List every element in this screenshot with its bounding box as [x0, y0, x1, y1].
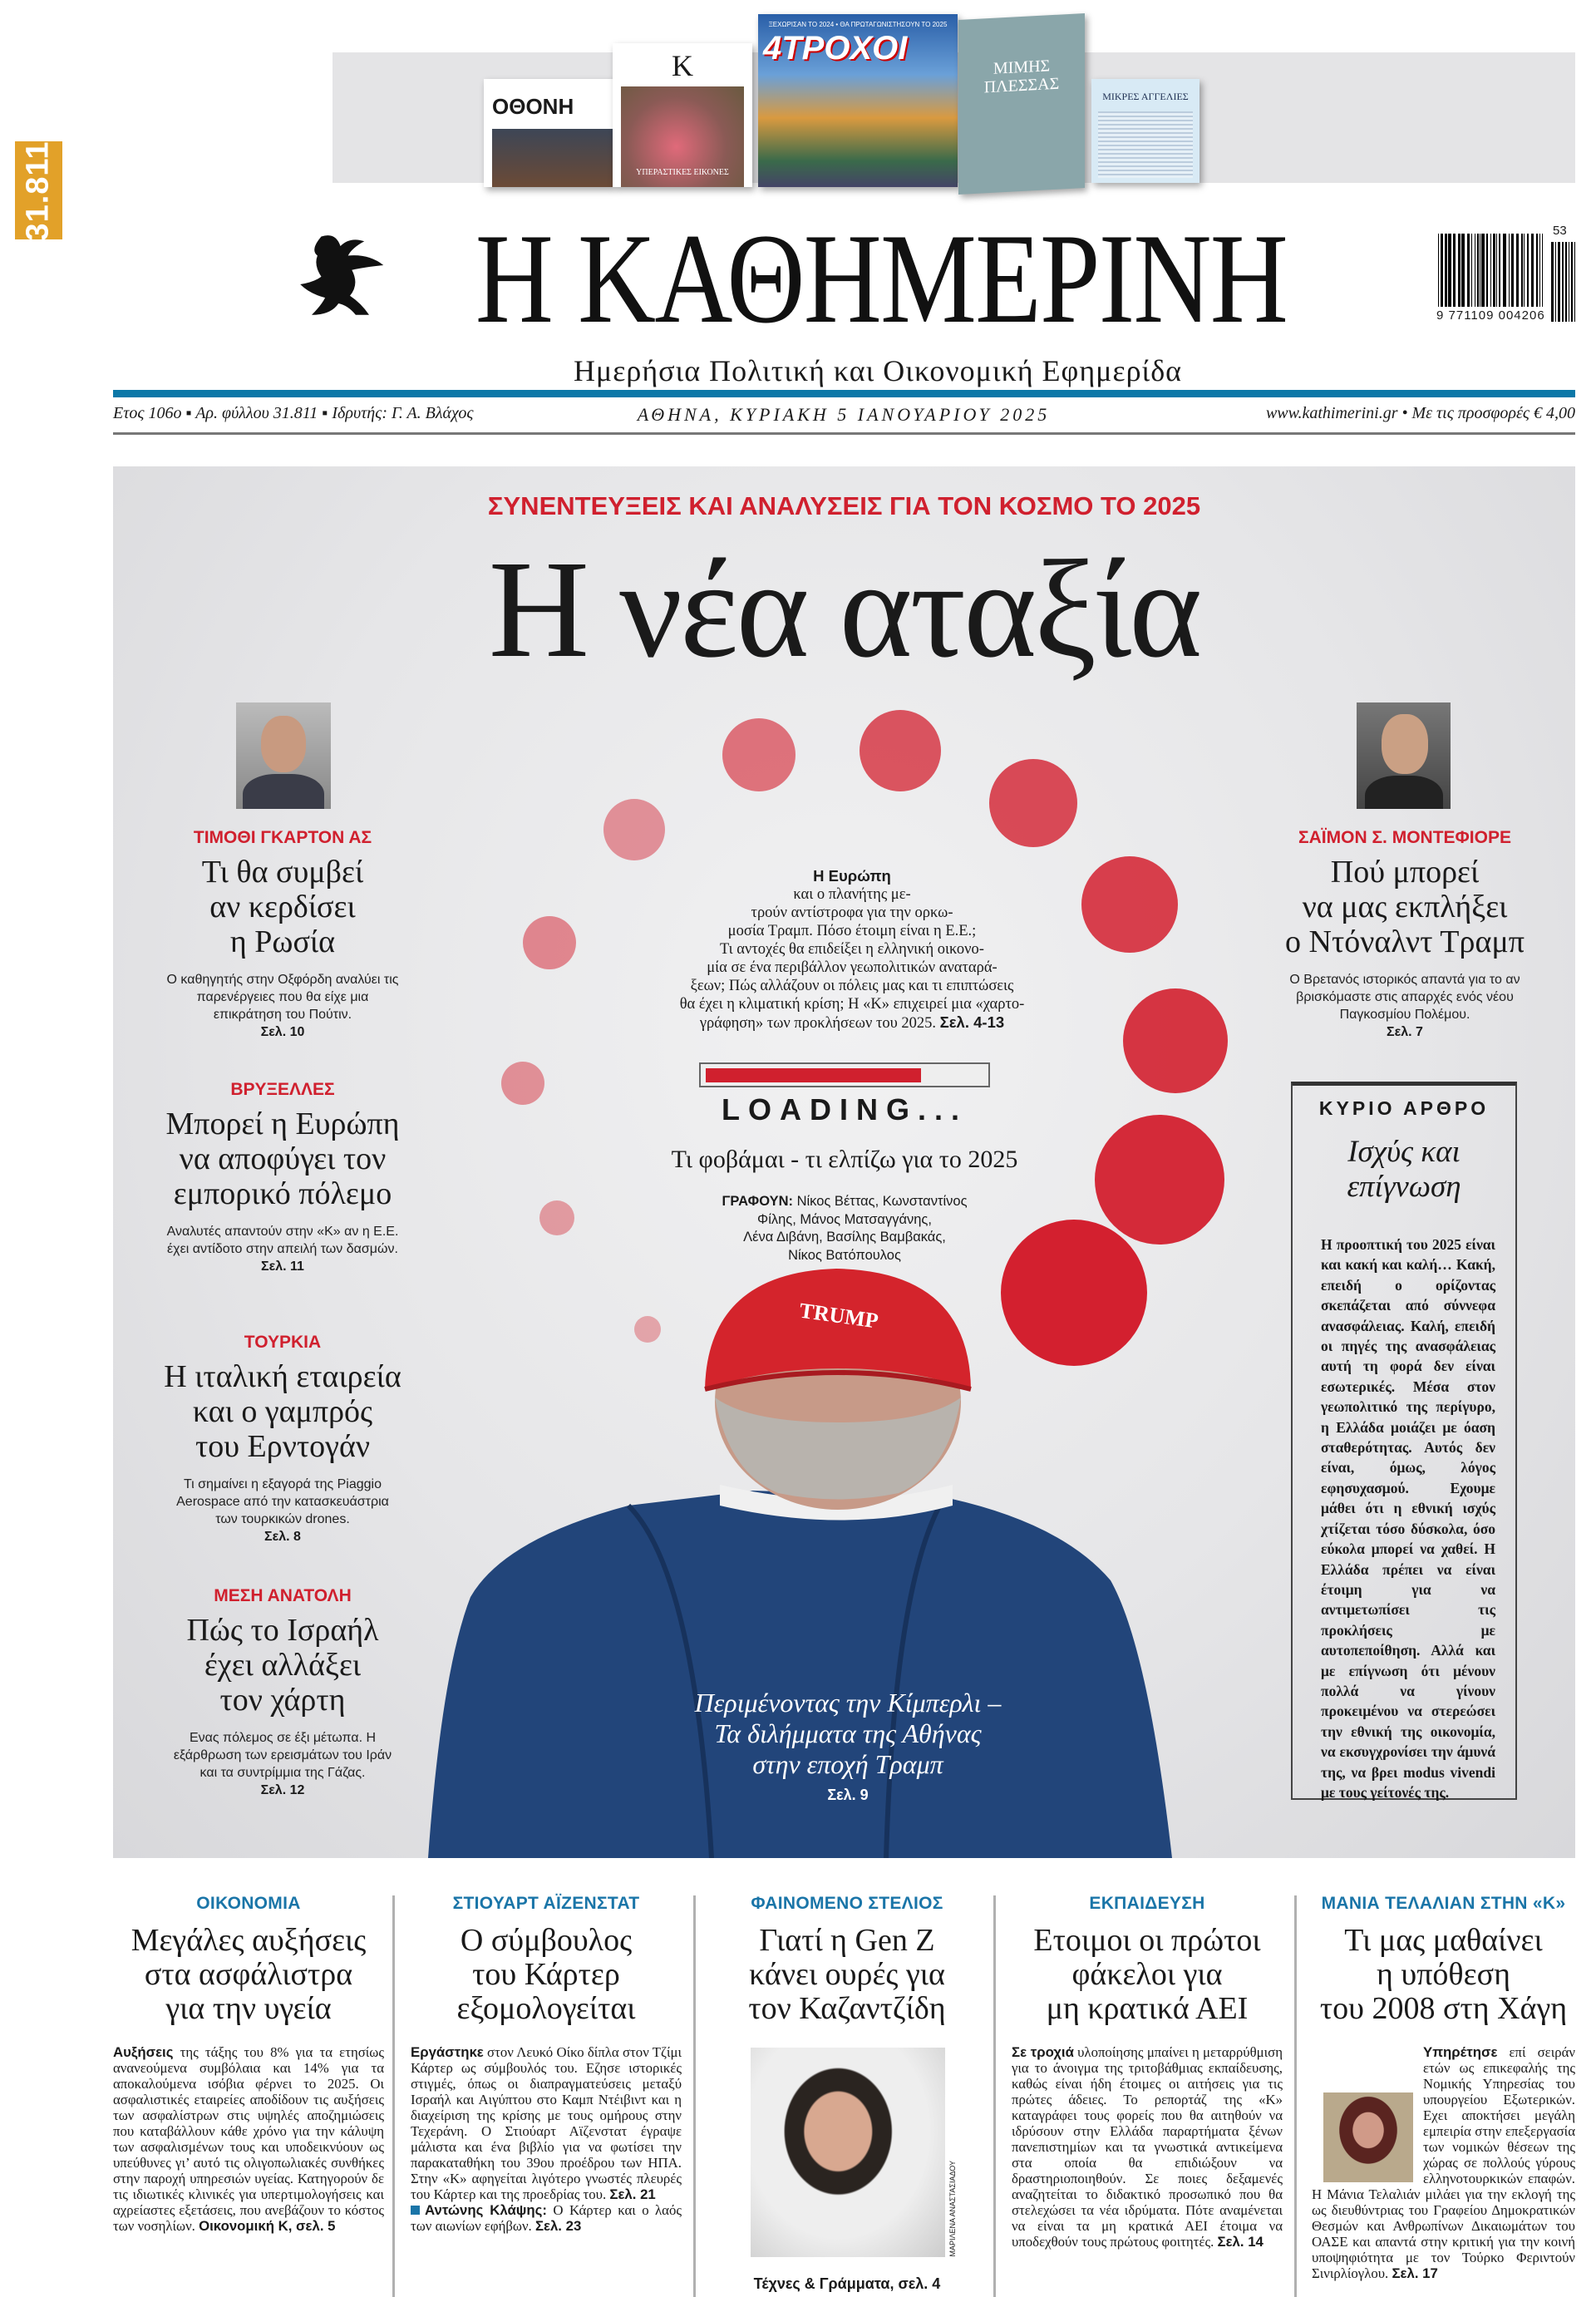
supplement-othoni-title: ΟΘΟΝΗ — [492, 94, 574, 119]
issue-number-badge — [15, 141, 62, 239]
supplement-k[interactable] — [613, 43, 752, 187]
caption-line: Περιμένοντας την Κίμπερλι – — [694, 1688, 1002, 1718]
title-line: Ισχύς και — [1347, 1135, 1461, 1169]
barcode-bar — [1486, 234, 1488, 307]
hero-headline: Η νέα αταξία — [488, 532, 1200, 687]
side-story[interactable] — [145, 1080, 420, 1275]
story-blurb: Ο καθηγητής στην Οξφόρδη αναλύει τις παρενέργειες που θα είχε μια επικράτηση του Πούτιν. — [166, 973, 399, 1022]
headline-line: εμπορικό πόλεμο — [173, 1176, 392, 1211]
bottom-story[interactable] — [712, 1894, 983, 2297]
newspaper-subtitle: Ημερήσια Πολιτική και Οικονομική Εφημερίδα — [573, 354, 1183, 387]
intro-line: τρούν αντίστροφα για την ορκω- — [751, 905, 953, 921]
headline-line: Ετοιμοι οι πρώτοι — [1033, 1923, 1261, 1958]
story-text: υλοποίησης μπαίνει η μεταρρύθμιση για το άνοιγμα της τριτοβάθμιας εκπαίδευσης, καθώς είναι ήδη έτοιμες οι αιτήσεις για τις πρώτες άδειες. Το ρεπορτάζ της «Κ» καταγράφει τους φορείς που θα αιτηθούν να ιδρύσουν στην Ελλάδα παραρτήματα ξένων πανεπιστημίων και τα γνωστικά αντικείμενα στα οποία θα επιδιώξουν να δραστηριοποιηθούν. Σε ποιες δεξαμενές αναζητείται το διδακτικό προσωπικό που θα στελεχώσει τα νέα ιδρύματα. Πότε αναμένεται να είναι τα μη κρατικά ΑΕΙ έτοιμα να υποδεχθούν τους πρώτους φοιτητές. — [1012, 2044, 1283, 2250]
loading-dot — [634, 1316, 661, 1343]
story-headline — [145, 1107, 420, 1211]
loading-dot — [603, 799, 665, 860]
barcode-bar — [1477, 234, 1479, 307]
headline-line: Τι θα συμβεί — [201, 855, 364, 890]
story-page-ref: Σελ. 8 — [264, 1530, 301, 1544]
barcode-bar — [1503, 234, 1506, 307]
story-headline — [712, 1924, 983, 2026]
kazantzidis-photo — [751, 2048, 957, 2257]
bottom-story[interactable] — [411, 1894, 682, 2297]
headline-line: κάνει ουρές για — [749, 1957, 945, 1992]
story-lead: Αυξήσεις — [113, 2044, 174, 2060]
story-text: επί σειράν ετών ως επικεφαλής της Νομικής Υπηρεσίας του υπουργείου Εξωτερικών. Εχει αποκτήσει μεγάλη εμπειρία στην επεξεργασία των νομικών θέσεων της χώρας σε πολλούς γύρους ελληνοτουρκικών επαφών. Η Μάνια Τελαλιάν μιλάει για την εκλογή της ως διευθύντριας του Γραφείου Δημοκρατικών Θεσμών και Ανθρωπίνων Δικαιωμάτων του ΟΑΣΕ και απαντά στην κριτική για την κοινή υποψηφιότητα με τον Τούρκο Φεριντούν Σινιρλίογλου. — [1312, 2044, 1575, 2281]
intro-line: μοσία Τραμπ. Πόσο έτοιμη είναι η Ε.Ε.; — [727, 923, 977, 939]
barcode — [1436, 224, 1578, 327]
story-headline — [145, 1359, 420, 1464]
supplement-othoni[interactable] — [484, 79, 613, 187]
story-kicker: ΜΑΝΙΑ ΤΕΛΑΛΙΑΝ ΣΤΗΝ «Κ» — [1321, 1894, 1566, 1913]
barcode-bar — [1558, 242, 1560, 322]
caption-line: Τα διλήμματα της Αθήνας — [714, 1718, 982, 1748]
headline-line: μη κρατικά ΑΕΙ — [1046, 1991, 1249, 2026]
headline-line: η υπόθεση — [1377, 1957, 1510, 1992]
loading-dot — [989, 759, 1077, 847]
barcode-bar — [1493, 234, 1495, 307]
header-bottom-rule — [113, 432, 1575, 435]
story-page-ref: Σελ. 14 — [1217, 2234, 1264, 2250]
story-kicker: ΣΤΙΟΥΑΡΤ ΑΪΖΕΝΣΤΑΤ — [452, 1894, 640, 1913]
montefiore-photo — [1357, 702, 1451, 809]
supplement-k-title: K — [672, 49, 693, 82]
loading-dots — [501, 710, 1228, 1366]
writers-line: Φίλης, Μάνος Ματσαγγάνης, — [757, 1211, 932, 1227]
side-story[interactable] — [145, 1333, 420, 1545]
headline-line: αν κερδίσει — [209, 890, 356, 924]
classifieds-title: ΜΙΚΡΕΣ ΑΓΓΕΛΙΕΣ — [1102, 91, 1189, 102]
griffin-logo-icon — [293, 227, 388, 323]
headline-line: του Ερντογάν — [195, 1429, 371, 1464]
headline-line: και ο γαμπρός — [192, 1394, 373, 1429]
barcode-bar — [1458, 234, 1461, 307]
hero-subhead: Τι φοβάμαι - τι ελπίζω για το 2025 — [671, 1146, 1018, 1173]
story-kicker: ΤΟΥΡΚΙΑ — [244, 1333, 322, 1352]
intro-line — [615, 1013, 1089, 1033]
supplement-book-plessas[interactable] — [958, 13, 1085, 195]
k-cover-image — [621, 86, 744, 187]
barcode-bar — [1481, 234, 1485, 307]
barcode-bar — [1461, 234, 1465, 307]
loading-progress-fill — [706, 1068, 921, 1082]
story-page-ref: Σελ. 7 — [1387, 1025, 1423, 1039]
column-divider — [993, 1895, 996, 2297]
barcode-bar — [1438, 234, 1439, 307]
intro-line: Τι αντοχές θα επιδείξει η ελληνική οικονο- — [720, 941, 984, 958]
related-story[interactable] — [411, 2202, 682, 2234]
loading-progress-bar — [699, 1062, 990, 1087]
story-text: της τάξης του 8% για τα ετησίως ανανεούμενα συμβόλαια και 14% για τα αποκαλούμενα ισόβια φέρνει το 2025. Οι ασφαλιστικές εταιρείες αποδίδουν τις αυξήσεις των ασφαλίστρων στις υψηλές αποζημιώσεις που καταβάλλουν κάθε χρόνο για την κάλυψη των ασφαλισμένων τους και υποδεικνύουν ως υπεύθυνες γι’ αυτό τις ολιγοπωλιακές συνθήκες στην παροχή υπηρεσιών υγείας. Κατηγορούν δε τις ιδιωτικές κλινικές για υπερτιμολογήσεις και αχρείαστες εξετάσεις, που ανεβάζουν το κόστος των νοσηλίων. — [113, 2044, 384, 2234]
barcode-bar — [1445, 234, 1447, 307]
headline-line: Μπορεί η Ευρώπη — [165, 1107, 400, 1141]
headline-line: του Κάρτερ — [472, 1957, 620, 1992]
story-page-ref: Σελ. 10 — [260, 1025, 305, 1039]
writers-line: Λένα Διβάνη, Βασίλης Βαμβακάς, — [743, 1230, 946, 1245]
barcode-bar — [1531, 234, 1534, 307]
barcode-bar — [1471, 234, 1472, 307]
story-kicker: ΕΚΠΑΙΔΕΥΣΗ — [1089, 1894, 1205, 1913]
garton-ash-photo — [236, 702, 331, 809]
loading-dot — [722, 718, 796, 791]
photo-credit: ΜΑΡΙΛΕΝΑ ΑΝΑΣΤΑΣΙΑΔΟΥ — [948, 2161, 957, 2257]
intro-line: ξεων; Πώς αλλάζουν οι πόλεις μας και τι επιπτώσεις — [690, 978, 1014, 994]
story-headline — [1268, 855, 1542, 959]
loading-label: LOADING... — [722, 1092, 968, 1126]
story-blurb: Τι σημαίνει η εξαγορά της Piaggio Aerospace από την κατασκευάστρια των τουρκικών drones. — [176, 1477, 389, 1526]
headline-line: Η ιταλική εταιρεία — [164, 1359, 401, 1394]
story-headline — [1012, 1924, 1283, 2026]
writers-line: Νίκος Βέττας, Κωνσταντίνος — [796, 1194, 968, 1209]
headline-line: φάκελοι για — [1071, 1957, 1223, 1992]
title-line: επίγνωση — [1347, 1170, 1461, 1204]
barcode-bar — [1467, 234, 1470, 307]
barcode-bar — [1509, 234, 1510, 307]
book-title: ΜΙΜΗΣ ΠΛΕΣΣΑΣ — [983, 57, 1060, 97]
supplement-4trochoi[interactable] — [758, 14, 958, 187]
story-kicker: ΦΑΙΝΟΜΕΝΟ ΣΤΕΛΙΟΣ — [751, 1894, 943, 1913]
story-body — [1312, 2044, 1575, 2281]
barcode-addon: 53 — [1553, 224, 1567, 238]
othoni-cover-image — [492, 129, 613, 187]
story-page-ref: Σελ. 21 — [609, 2186, 656, 2202]
supplement-classifieds[interactable] — [1091, 79, 1199, 183]
related-lead: Αντώνης Κλάψης: — [425, 2202, 547, 2218]
barcode-bar — [1453, 234, 1456, 307]
barcode-bar — [1574, 242, 1575, 322]
intro-page-ref: Σελ. 4-13 — [939, 1013, 1005, 1031]
headline-line: εξομολογείται — [456, 1991, 636, 2026]
writers — [637, 1193, 1052, 1264]
loading-dot — [1123, 988, 1228, 1093]
barcode-bar — [1516, 234, 1519, 307]
caption-line: στην εποχή Τραμπ — [752, 1749, 943, 1779]
story-body — [1012, 2044, 1283, 2250]
cap-text: TRUMP — [797, 1298, 880, 1333]
headline-line: του 2008 στη Χάγη — [1319, 1991, 1568, 2026]
editorial-label: ΚΥΡΙΟ ΑΡΘΡΟ — [1318, 1097, 1490, 1119]
barcode-bar — [1551, 242, 1554, 322]
writers-line: Νίκος Βατόπουλος — [788, 1247, 901, 1263]
barcode-bar — [1490, 234, 1491, 307]
story-lead: Σε τροχιά — [1012, 2044, 1074, 2060]
intro-line: και ο πλανήτης με- — [793, 886, 911, 903]
square-bullet-icon — [411, 2206, 420, 2215]
barcode-bar — [1511, 234, 1514, 307]
barcode-bar — [1536, 234, 1538, 307]
editorial-body: Η προοπτική του 2025 είναι και κακή και καλή… Κακή, επειδή ο ορίζοντας σκεπάζεται από σύννεφα ανασφάλειας. Καλή, επειδή οι πηγές της ανασφάλειας αυτή τη φορά δεν είναι εσωτερικές. Μέσα στον γεωπολιτικό της περίγυρο, η Ελλάδα μοιάζει με όαση σταθερότητας. Αυτός δεν είναι, όμως, λόγος εφησυχασμού. Εχουμε μάθει ότι η εθνική ισχύς χτίζεται τόσο δύσκολα, όσο εύκολα μπορεί να χαθεί. Η Ελλάδα πρέπει να είναι έτοιμη για να αντιμετωπίσει τις προκλήσεις με αυτοπεποίθηση. Αλλά και με επίγνωση ότι μένουν πολλά να γίνουν προκειμένου να στερεώσει την εθνική της οικονομία, να εκσυγχρονίσει την άμυνά της, να βρει modus vivendi με τους γείτονές της. — [1321, 1236, 1495, 1801]
headline-line: στα ασφάλιστρα — [144, 1957, 353, 1992]
intro-line: μία σε ένα περιβάλλον γεωπολιτικών αναταρά- — [707, 959, 998, 976]
website-price: www.kathimerini.gr • Με τις προσφορές € 4,00 — [1265, 404, 1575, 422]
writers-label: ΓΡΑΦΟΥΝ: — [722, 1194, 793, 1209]
hero-kicker: ΣΥΝΕΝΤΕΥΞΕΙΣ ΚΑΙ ΑΝΑΛΥΣΕΙΣ ΓΙΑ ΤΟΝ ΚΟΣΜΟ ΤΟ 2025 — [487, 491, 1201, 520]
barcode-bar — [1448, 234, 1451, 307]
photo-caption[interactable] — [632, 1688, 1064, 1804]
story-headline — [145, 855, 420, 959]
barcode-bar — [1521, 234, 1523, 307]
story-headline — [145, 1613, 420, 1718]
story-page-ref: Σελ. 17 — [1392, 2265, 1438, 2281]
barcode-bar — [1571, 242, 1573, 322]
column-divider — [693, 1895, 696, 2297]
headline-line: ο Ντόναλντ Τραμπ — [1285, 924, 1525, 959]
telalian-photo — [1323, 2092, 1413, 2182]
classifieds-text-lines — [1098, 111, 1193, 178]
story-blurb: Ο Βρετανός ιστορικός απαντά για το αν βρισκόμαστε στις απαρχές ενός νέου Παγκοσμίου Πολέμου. — [1289, 973, 1520, 1022]
story-blurb: Αναλυτές απαντούν στην «Κ» αν η Ε.Ε. έχει αντίδοτο στην απειλή των δασμών. — [166, 1225, 399, 1256]
barcode-bar — [1499, 234, 1500, 307]
barcode-number: 9 771109 004206 — [1436, 308, 1545, 323]
story-page-ref: Σελ. 12 — [260, 1783, 305, 1797]
column-divider — [392, 1895, 395, 2297]
barcode-bar — [1565, 242, 1567, 322]
barcode-bar — [1527, 234, 1529, 307]
headline-line: Τι μας μαθαίνει — [1344, 1923, 1543, 1958]
headline-line: έχει αλλάξει — [204, 1648, 362, 1683]
barcode-bar — [1496, 234, 1497, 307]
headline-line: Ο σύμβουλος — [460, 1923, 633, 1958]
story-kicker: ΣΑΪΜΟΝ Σ. ΜΟΝΤΕΦΙΟΡΕ — [1298, 828, 1511, 847]
k-cover-text: ΥΠΕΡΑΣΤΙΚΕΣ ΕΙΚΟΝΕΣ — [636, 168, 729, 177]
story-kicker: ΒΡΥΞΕΛΛΕΣ — [230, 1080, 335, 1099]
loading-dot — [1081, 856, 1178, 953]
story-blurb: Ενας πόλεμος σε έξι μέτωπα. Η εξάρθρωση των ερεισμάτων του Ιράν και τα συντρίμμια της Γάζας. — [173, 1731, 392, 1780]
story-page-ref: Σελ. 11 — [261, 1259, 304, 1274]
related-page-ref: Σελ. 23 — [534, 2218, 582, 2234]
loading-dot — [501, 1062, 544, 1105]
bottom-story[interactable] — [1012, 1894, 1283, 2297]
intro-lead: Η Ευρώπη — [813, 867, 891, 885]
story-headline — [411, 1924, 682, 2026]
story-kicker: ΟΙΚΟΝΟΜΙΑ — [196, 1894, 301, 1913]
loading-dot — [860, 710, 941, 791]
4trochoi-tagline: ΞΕΧΩΡΙΣΑΝ ΤΟ 2024 • ΘΑ ΠΡΩΤΑΓΩΝΙΣΤΗΣΟΥΝ ΤΟ 2025 — [768, 21, 948, 28]
montefiore-story[interactable] — [1268, 828, 1542, 1041]
headline-line: για την υγεία — [165, 1991, 332, 2026]
headline-line: Πού μπορεί — [1330, 855, 1480, 890]
story-body — [411, 2044, 682, 2234]
barcode-bar — [1562, 242, 1564, 322]
story-headline — [1312, 1924, 1575, 2026]
supplement-4trochoi-title: 4ΤΡΟΧΟΙ — [763, 30, 908, 67]
column-divider — [1294, 1895, 1297, 2297]
headline-line: Μεγάλες αυξήσεις — [131, 1923, 367, 1958]
loading-dot — [523, 916, 576, 969]
intro-line: θα έχει η κλιματική κρίση; Η «Κ» επιχειρεί μια «χαρτο- — [679, 996, 1025, 1013]
story-headline — [113, 1924, 384, 2026]
editorial-title — [1293, 1135, 1515, 1205]
story-page-ref: Τέχνες & Γράμματα, σελ. 4 — [753, 2275, 941, 2292]
issue-number: 31.811 — [21, 140, 57, 241]
intro-line-text: γράφηση» των προκλήσεων του 2025. — [699, 1015, 937, 1032]
barcode-bar — [1539, 234, 1540, 307]
story-kicker: ΜΕΣΗ ΑΝΑΤΟΛΗ — [214, 1586, 352, 1605]
headline-line: τον χάρτη — [219, 1683, 346, 1718]
hero-intro — [615, 867, 1089, 1033]
loading-dot — [539, 1200, 574, 1235]
bottom-story[interactable] — [1312, 1894, 1575, 2297]
side-story[interactable] — [145, 1586, 420, 1799]
headline-line: να μας εκπλήξει — [1302, 890, 1508, 924]
caption-page-ref: Σελ. 9 — [827, 1787, 869, 1803]
issue-info: Ετος 106ο ▪ Αρ. φύλλου 31.811 ▪ Ιδρυτής: Γ. Α. Βλάχος — [113, 404, 474, 422]
side-story[interactable] — [145, 828, 420, 1041]
story-lead: Υπηρέτησε — [1423, 2044, 1498, 2060]
story-body — [113, 2044, 384, 2234]
headline-line: Πώς το Ισραήλ — [186, 1613, 379, 1648]
newspaper-title: Η ΚΑΘΗΜΕΡΙΝΗ — [475, 207, 1288, 350]
barcode-bar — [1542, 234, 1543, 307]
loading-dot — [1095, 1115, 1224, 1245]
barcode-bar — [1524, 234, 1525, 307]
headline-line: να αποφύγει τον — [179, 1141, 387, 1176]
barcode-bar — [1555, 242, 1556, 322]
related-text: Ο Κάρτερ και ο λαός των αιωνίων εφήβων. — [411, 2202, 682, 2234]
story-kicker: ΤΙΜΟΘΙ ΓΚΑΡΤΟΝ ΑΣ — [193, 828, 372, 847]
header-rule — [113, 390, 1575, 397]
dateline: ΑΘΗΝΑ, ΚΥΡΙΑΚΗ 5 ΙΑΝΟΥΑΡΙΟΥ 2025 — [637, 404, 1051, 425]
story-text: στον Λευκό Οίκο δίπλα στον Τζίμι Κάρτερ ως σύμβουλός του. Εζησε ιστορικές στιγμές, όπως οι διαπραγματεύσεις μεταξύ Ισραήλ και Αιγύπτου στο Καμπ Ντέιβιντ και η διαχείριση της κρίσης με τους ομήρους στην Τεχεράνη. Ο Στιούαρτ Αϊζενστατ έγραψε μάλιστα και ένα βιβλίο για να φωτίσει την παρακαταθήκη του 39ου προέδρου των ΗΠΑ. Στην «Κ» αφηγείται λιγότερο γνωστές πλευρές του Κάρτερ και της προεδρίας του. — [411, 2044, 682, 2202]
story-page-ref: Οικονομική Κ, σελ. 5 — [199, 2218, 336, 2234]
headline-line: Γιατί η Gen Z — [759, 1923, 935, 1958]
bottom-story[interactable] — [113, 1894, 384, 2297]
barcode-bar — [1441, 234, 1443, 307]
headline-line: τον Καζαντζίδη — [748, 1991, 946, 2026]
headline-line: η Ρωσία — [229, 924, 336, 959]
story-lead: Εργάστηκε — [411, 2044, 484, 2060]
editorial-box[interactable] — [1291, 1082, 1517, 1800]
